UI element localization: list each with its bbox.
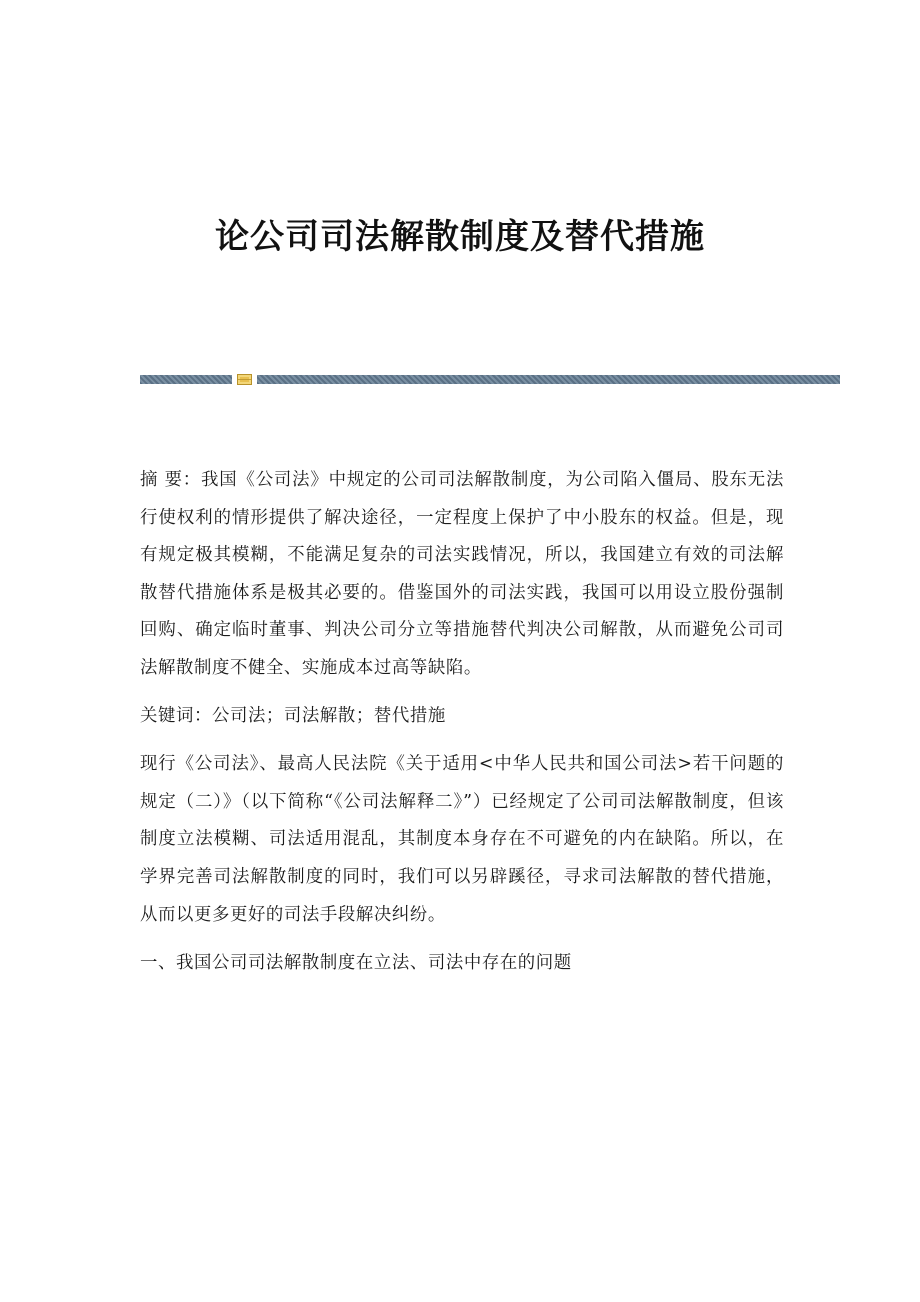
section-heading: 一、我国公司司法解散制度在立法、司法中存在的问题 [140, 952, 572, 973]
document-title: 论公司司法解散制度及替代措施 [215, 217, 705, 257]
intro-paragraph: 现行《公司法》、最高人民法院《关于适用<中华人民共和国公司法>若干问题的规定（二）》（以下简称“《公司法解释二》”）已经规定了公司司法解散制度，但该制度立法模糊、司法适用混乱，其制度本身存在不可避免的内在缺陷。所以，在学界完善司法解散制度的同时，我们可以另辟蹊径，寻求司法解散的替代措施，从而以更多更好的司法手段解决纠纷。 [140, 754, 784, 925]
divider-ornament-icon [237, 374, 252, 385]
title-divider [140, 375, 840, 384]
document-body [140, 462, 784, 993]
divider-bar-left [140, 375, 232, 384]
abstract-paragraph: 摘 要：我国《公司法》中规定的公司司法解散制度，为公司陷入僵局、股东无法行使权利的情形提供了解决途径，一定程度上保护了中小股东的权益。但是，现有规定极其模糊，不能满足复杂的司法实践情况，所以，我国建立有效的司法解散替代措施体系是极其必要的。借鉴国外的司法实践，我国可以用设立股份强制回购、确定临时董事、判决公司分立等措施替代判决公司解散，从而避免公司司法解散制度不健全、实施成本过高等缺陷。 [140, 470, 784, 678]
keywords-paragraph: 关键词：公司法；司法解散；替代措施 [140, 706, 446, 727]
divider-bar-right [257, 375, 840, 384]
